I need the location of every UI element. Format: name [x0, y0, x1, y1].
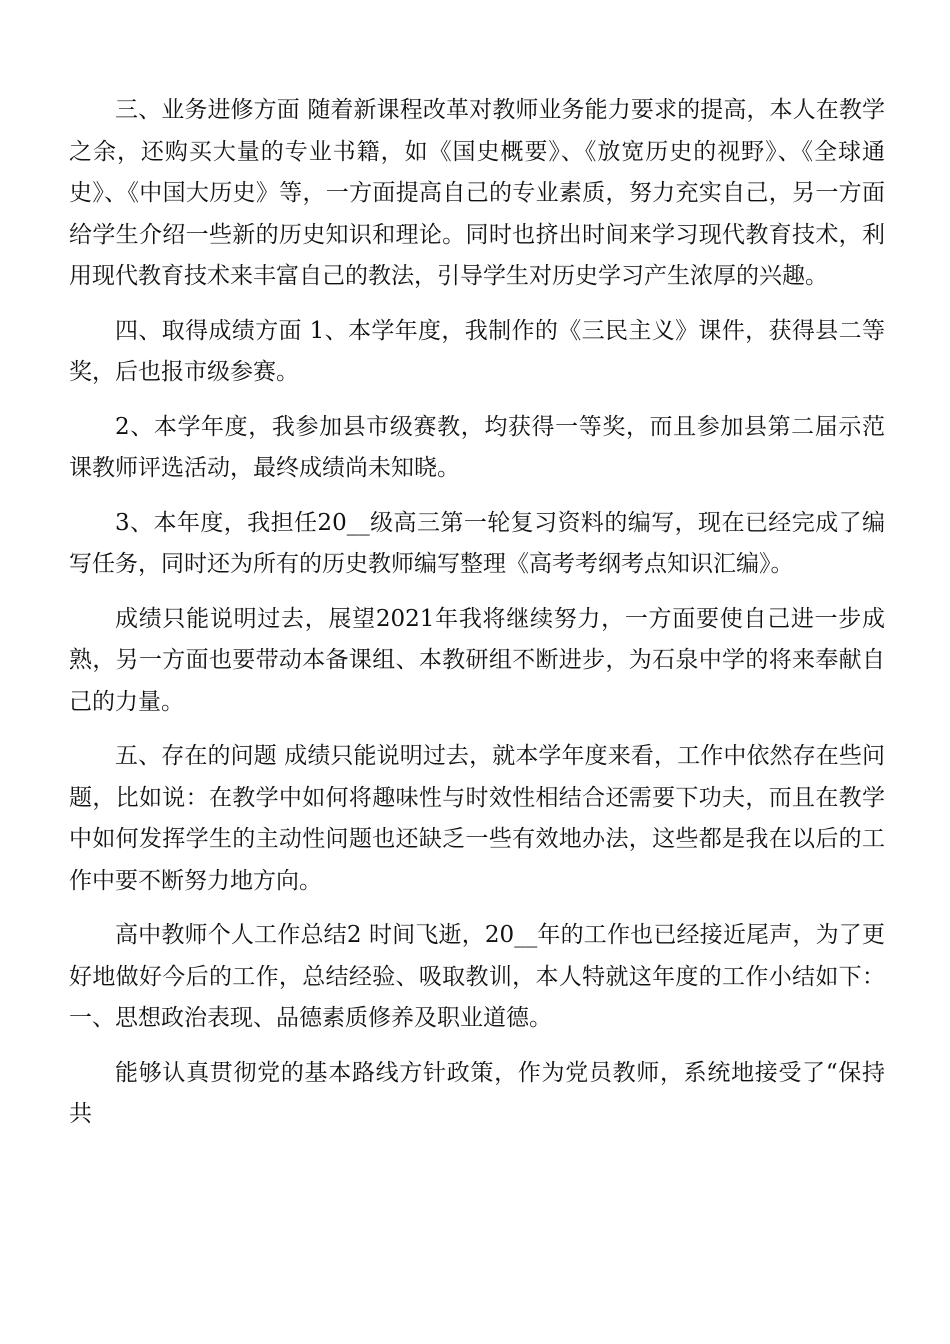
paragraph-professional-study: 三、业务进修方面 随着新课程改革对教师业务能力要求的提高，本人在教学之余，还购买大量的专业书籍，如《国史概要》、《放宽历史的视野》、《全球通史》、《中国大历史》等，一方面提高自己的专业素质，努力充实自己，另一方面给学生介绍一些新的历史知识和理论。同时也挤出时间来学习现代教育技术，利用现代教育技术来丰富自己的教法，引导学生对历史学习产生浓厚的兴趣。: [69, 97, 885, 289]
paragraph-problems: 五、存在的问题 成绩只能说明过去，就本学年度来看，工作中依然存在些问题，比如说：在教学中如何将趣味性与时效性相结合还需要下功夫，而且在教学中如何发挥学生的主动性问题也还缺乏一些有效地办法，这些都是我在以后的工作中要不断努力地方向。: [69, 743, 885, 894]
document-body: [69, 90, 885, 1149]
paragraph-achievements: 四、取得成绩方面 1、本学年度，我制作的《三民主义》课件，获得县二等奖，后也报市级参赛。: [69, 317, 885, 385]
paragraph-review-materials: 3、本年度，我担任20__级高三第一轮复习资料的编写，现在已经完成了编写任务，同时还为所有的历史教师编写整理《高考考纲考点知识汇编》。: [69, 509, 885, 577]
paragraph-competition: 2、本学年度，我参加县市级赛教，均获得一等奖，而且参加县第二届示范课教师评选活动，最终成绩尚未知晓。: [69, 413, 885, 481]
paragraph-summary-2: 高中教师个人工作总结2 时间飞逝，20__年的工作也已经接近尾声，为了更好地做好今后的工作，总结经验、吸取教训，本人特就这年度的工作小结如下： 一、思想政治表现、品德素质修养及职业道德。: [69, 922, 885, 1031]
paragraph-outlook: 成绩只能说明过去，展望2021年我将继续努力，一方面要使自己进一步成熟，另一方面也要带动本备课组、本教研组不断进步，为石泉中学的将来奉献自己的力量。: [69, 605, 885, 715]
paragraph-party-line: 能够认真贯彻党的基本路线方针政策，作为党员教师，系统地接受了“保持共: [69, 1059, 885, 1127]
